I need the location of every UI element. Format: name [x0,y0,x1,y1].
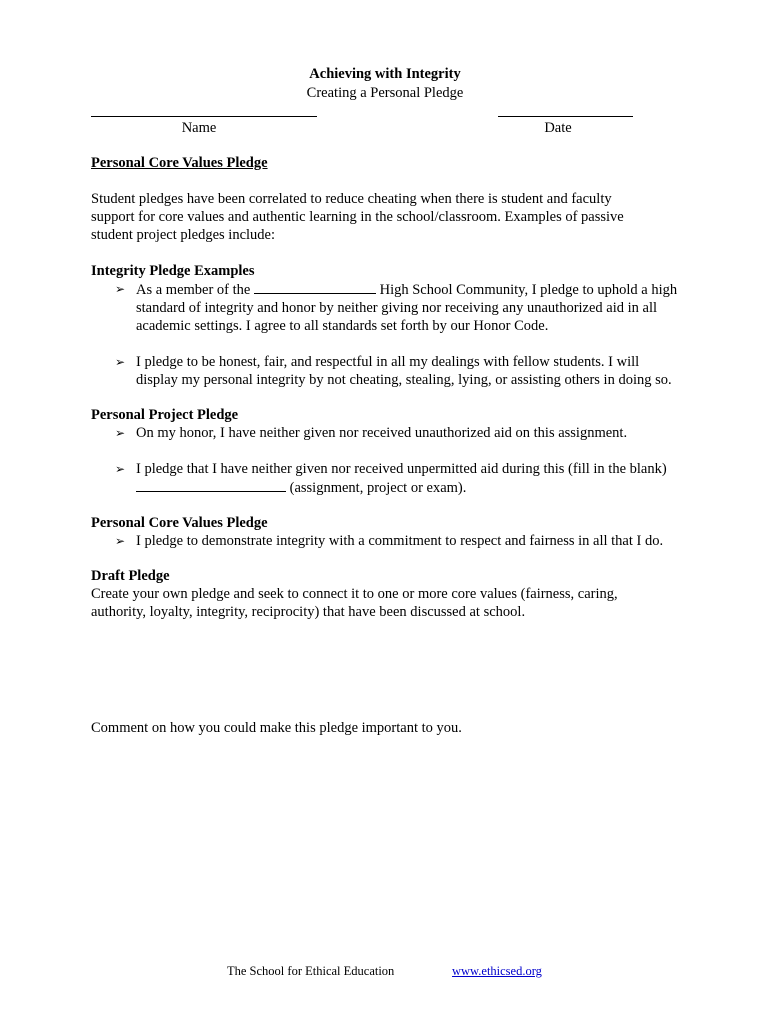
list-item: ➢ I pledge to demonstrate integrity with a commitment to respect and fairness in all that I do. [115,533,664,549]
integrity-heading: Integrity Pledge Examples [91,263,255,279]
project-heading: Personal Project Pledge [91,407,239,423]
document-subtitle: Creating a Personal Pledge [306,85,464,101]
intro-heading: Personal Core Values Pledge [91,155,268,171]
assignment-blank[interactable] [136,478,286,492]
project-list [91,424,691,497]
school-name-blank[interactable] [254,280,376,294]
draft-writing-area[interactable] [91,621,691,719]
document-body [91,154,691,737]
comment-text: Comment on how you could make this pledge important to you. [91,720,462,736]
intro-text: Student pledges have been correlated to reduce cheating when there is student and faculty support for core values and authentic learning in the school/classroom. Examples of passive student project pledges include: [91,191,624,243]
footer-org: The School for Ethical Education [227,964,395,978]
date-label: Date [544,120,572,136]
name-label: Name [181,120,217,136]
arrow-bullet-icon: ➢ [115,534,126,548]
list-item: ➢ I pledge that I have neither given nor received unpermitted aid during this (fill in the blank) (assignment, project or exam). [115,461,667,496]
list-item: ➢ I pledge to be honest, fair, and respectful in all my dealings with fellow students. I will display my personal integrity by not cheating, stealing, lying, or assisting others in doing so. [115,354,672,388]
document-title: Achieving with Integrity [309,66,461,82]
integrity-list [91,280,691,389]
core-heading: Personal Core Values Pledge [91,515,268,531]
draft-heading: Draft Pledge [91,568,170,584]
arrow-bullet-icon: ➢ [115,355,126,369]
list-item: ➢ On my honor, I have neither given nor received unauthorized aid on this assignment. [115,425,628,441]
list-item: ➢ As a member of the High School Community, I pledge to uphold a high standard of integrity and honor by neither giving nor receiving any unauthorized aid in all academic settings. I agree to all standards set forth by our Honor Code. [115,282,678,334]
draft-text: Create your own pledge and seek to connect it to one or more core values (fairness, caring, authority, loyalty, integrity, reciprocity) that have been discussed at school. [91,586,618,620]
arrow-bullet-icon: ➢ [115,282,126,296]
date-line[interactable] [498,116,633,117]
footer-link[interactable]: www.ethicsed.org [452,964,542,978]
arrow-bullet-icon: ➢ [115,426,126,440]
name-line[interactable] [91,116,317,117]
arrow-bullet-icon: ➢ [115,462,126,476]
core-list [91,532,691,550]
